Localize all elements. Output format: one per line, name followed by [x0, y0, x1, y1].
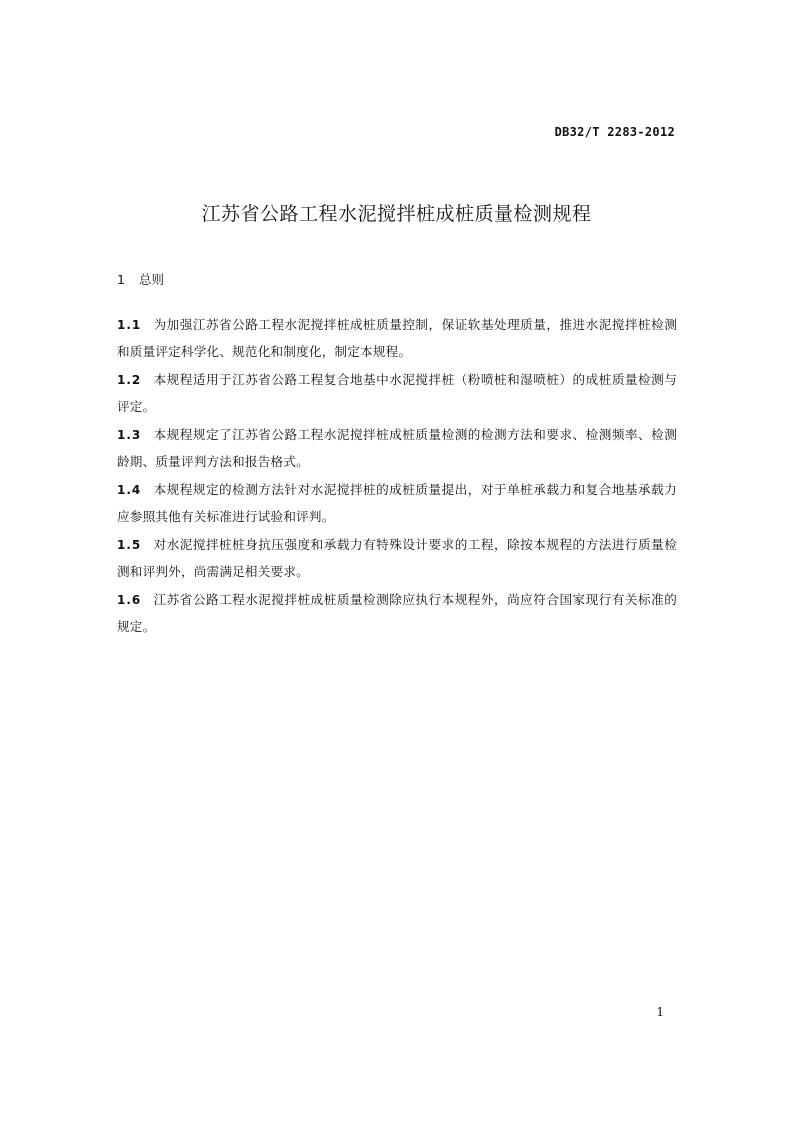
clause-number: 1.3 — [117, 428, 142, 442]
clause-text: 对水泥搅拌桩桩身抗压强度和承载力有特殊设计要求的工程，除按本规程的方法进行质量检测和评判外，尚需满足相关要求。 — [117, 537, 677, 579]
section-number: 1 — [117, 272, 125, 287]
page-number: 1 — [656, 1005, 664, 1019]
clause-1-1 — [117, 312, 677, 365]
clause-text: 本规程适用于江苏省公路工程复合地基中水泥搅拌桩（粉喷桩和湿喷桩）的成桩质量检测与评定。 — [117, 372, 677, 414]
clause-1-6 — [117, 587, 677, 640]
clause-1-3 — [117, 422, 677, 475]
clause-text: 本规程规定的检测方法针对水泥搅拌桩的成桩质量提出，对于单桩承载力和复合地基承载力应参照其他有关标准进行试验和评判。 — [117, 482, 677, 524]
clause-number: 1.1 — [117, 318, 142, 332]
clause-1-4 — [117, 477, 677, 530]
clause-number: 1.6 — [117, 593, 142, 607]
clause-text: 本规程规定了江苏省公路工程水泥搅拌桩成桩质量检测的检测方法和要求、检测频率、检测龄期、质量评判方法和报告格式。 — [117, 427, 677, 469]
clause-1-5 — [117, 532, 677, 585]
clause-number: 1.4 — [117, 483, 142, 497]
document-title: 江苏省公路工程水泥搅拌桩成桩质量检测规程 — [201, 203, 592, 225]
clause-list — [117, 312, 677, 642]
section-label: 总则 — [138, 272, 164, 287]
clause-text: 江苏省公路工程水泥搅拌桩成桩质量检测除应执行本规程外，尚应符合国家现行有关标准的规定。 — [117, 592, 677, 634]
clause-text: 为加强江苏省公路工程水泥搅拌桩成桩质量控制，保证软基处理质量，推进水泥搅拌桩检测和质量评定科学化、规范化和制度化，制定本规程。 — [117, 317, 677, 359]
clause-number: 1.2 — [117, 373, 142, 387]
section-heading — [117, 270, 164, 288]
clause-number: 1.5 — [117, 538, 142, 552]
clause-1-2 — [117, 367, 677, 420]
standard-code: DB32/T 2283-2012 — [554, 125, 675, 139]
